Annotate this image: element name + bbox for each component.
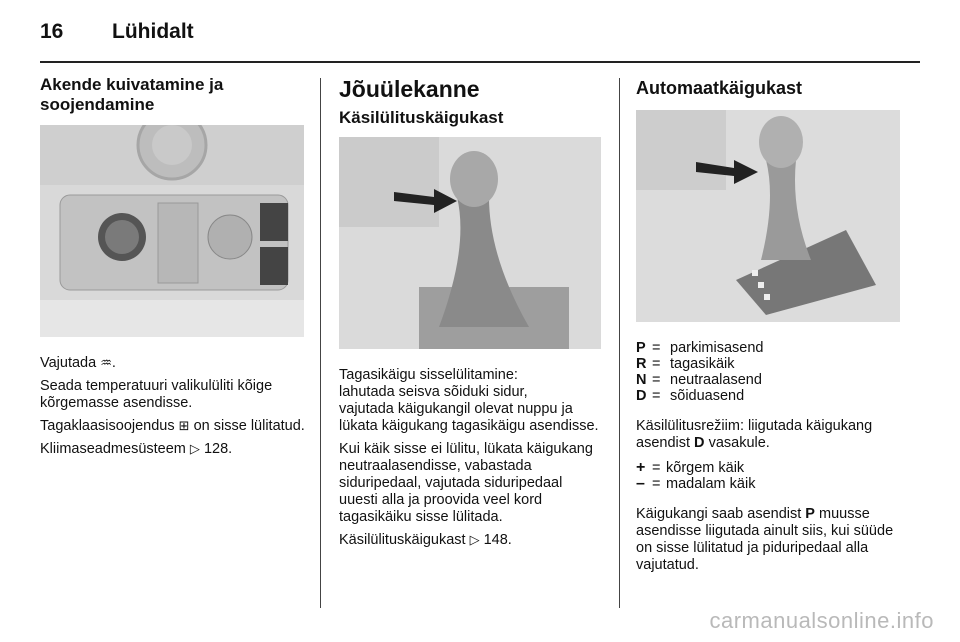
gear-position-list	[636, 340, 912, 404]
instruction-press: Vajutada ♒.	[40, 355, 116, 371]
climate-panel-photo	[40, 125, 304, 337]
reverse-gear-retry: Kui käik sisse ei lülitu, lükata käigukang neutraalasendisse, vabastada siduripedaal, vajutada siduripedaal uuesti alla ja proovida veel kord tagasikäiku sisse lülitada.	[339, 441, 593, 525]
page-number: 16	[40, 20, 64, 43]
watermark: carmanualsonline.info	[709, 608, 934, 633]
shift-direction-list	[636, 460, 912, 492]
instruction-rear-window: Tagaklaasisoojendus ⊞ on sisse lülitatud.	[40, 418, 305, 434]
reference-climate: Kliimaseadmesüsteem ▷ 128.	[40, 441, 233, 457]
column-defrost	[40, 75, 306, 464]
park-release-text: Käigukangi saab asendist P muusse asendisse liigutada ainult siis, kui süüde on sisse lülitatud ja piduripedaal alla vajutatud.	[636, 506, 894, 573]
plus-icon: +	[636, 459, 646, 476]
column-divider	[320, 78, 321, 608]
list-item: P = parkimisasend	[636, 340, 764, 356]
list-item: R = tagasikäik	[636, 356, 735, 372]
manual-mode-text: Käsilülitusrežiim: liigutada käigukang asendist D vasakule.	[636, 418, 873, 451]
list-item: D = sõiduasend	[636, 388, 745, 404]
page-header	[40, 20, 920, 60]
rear-window-heat-icon: ⊞	[178, 419, 190, 434]
page-reference-arrow-icon: ▷	[189, 442, 200, 457]
column-divider	[619, 78, 620, 608]
list-item: – = madalam käik	[636, 475, 756, 492]
column-transmission	[339, 75, 601, 555]
chapter-title: Lühidalt	[112, 20, 194, 43]
list-item: + = kõrgem käik	[636, 459, 745, 476]
list-item: N = neutraalasend	[636, 372, 762, 388]
manual-gear-lever-photo	[339, 137, 601, 349]
instruction-temperature: Seada temperatuuri valikulüliti kõige kõrgemasse asendisse.	[40, 378, 273, 411]
section-subtitle: Käsilülituskäigukast	[339, 108, 504, 127]
reference-manual-gearbox: Käsilülituskäigukast ▷ 148.	[339, 532, 512, 548]
header-rule	[40, 61, 920, 63]
page-reference-arrow-icon: ▷	[469, 533, 480, 548]
reverse-gear-instructions: Tagasikäigu sisselülitamine: lahutada seisva sõiduki sidur, vajutada käigukangil olevat nuppu ja lükata käigukang tagasikäigu asendisse.	[339, 367, 599, 434]
section-heading-automatic: Automaatkäigukast	[636, 78, 803, 98]
windscreen-defrost-icon: ♒	[100, 356, 112, 371]
column-automatic	[636, 75, 912, 580]
section-heading-defrost: Akende kuivatamine ja soojendamine	[40, 75, 224, 114]
section-title: Jõuülekanne	[339, 76, 480, 102]
automatic-gear-lever-photo	[636, 110, 900, 322]
minus-icon: –	[636, 475, 645, 492]
